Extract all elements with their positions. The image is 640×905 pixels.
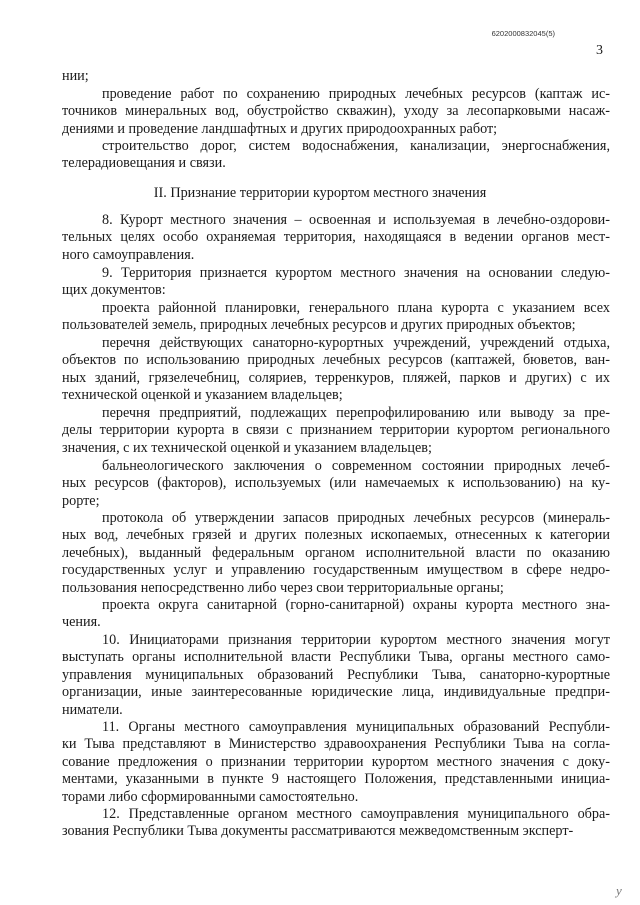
- paragraph: [62, 806, 610, 841]
- paragraph-line: тельных целях особо охраняемая территория, находящаяся в ведении органов мест-: [62, 229, 610, 246]
- paragraph-line: ниматели.: [62, 701, 123, 718]
- paragraph-line: перечня действующих санаторно-курортных учреждений, учреждений отдыха,: [102, 335, 610, 351]
- paragraph-line: проекта районной планировки, генерального плана курорта с указанием всех: [102, 300, 610, 316]
- paragraph-line: перечня предприятий, подлежащих перепрофилированию или выводу за пре-: [102, 405, 610, 421]
- paragraph-line: бальнеологического заключения о современном состоянии природных лечеб-: [102, 458, 610, 474]
- document-code: 6202000832045(5): [491, 29, 555, 38]
- paragraph: [62, 335, 610, 405]
- paragraph-line: щих документов:: [62, 282, 166, 299]
- paragraph-line: дениями и проведение ландшафтных и других природоохранных работ;: [62, 120, 498, 137]
- paragraph-line: ных зданий, грязелечебниц, соляриев, терренкуров, пляжей, парков и других) с их: [62, 369, 610, 386]
- paragraph: [62, 68, 610, 85]
- paragraph: [62, 510, 610, 597]
- paragraph-line: строительство дорог, систем водоснабжения, канализации, энергоснабжения,: [102, 138, 610, 154]
- paragraph: [62, 719, 610, 806]
- paragraph-line: ки Тыва представляют в Министерство здравоохранения Республики Тыва на согла-: [62, 736, 610, 753]
- paragraph-line: протокола об утверждении запасов природных лечебных ресурсов (минераль-: [102, 510, 610, 526]
- paragraph: [62, 632, 610, 719]
- paragraph-line: объектов по использованию природных лечебных ресурсов (каптажей, бюветов, ван-: [62, 352, 610, 369]
- paragraph-line: рорте;: [62, 492, 100, 509]
- paragraph-line: чения.: [62, 614, 101, 631]
- paragraph-line: выступать органы исполнительной власти Республики Тыва, органы местного само-: [62, 649, 610, 666]
- paragraph-line: делы территории курорта в связи с признанием территории курортом регионального: [62, 422, 610, 439]
- paragraph: [62, 597, 610, 632]
- page-number: 3: [596, 43, 603, 58]
- paragraph: [62, 265, 610, 300]
- paragraph-line: пользователей земель, природных лечебных ресурсов и других природных объектов;: [62, 317, 576, 334]
- paragraph-line: технической оценкой и указанием владельцев;: [62, 387, 343, 404]
- paragraph-line: управления муниципальных образований Республики Тыва, санаторно-курортные: [62, 666, 610, 683]
- paragraph: [62, 458, 610, 510]
- paragraph: [62, 405, 610, 457]
- paragraph-line: ных вод, лечебных грязей и других полезных ископаемых, отнесенных к категории: [62, 527, 610, 544]
- paragraph-line: организации, иные заинтересованные юридические лица, индивидуальные предпри-: [62, 684, 610, 701]
- paragraph-line: 12. Представленные органом местного самоуправления муниципального обра-: [102, 806, 610, 822]
- paragraph-line: зования Республики Тыва документы рассматриваются межведомственным эксперт-: [62, 823, 574, 840]
- paragraph-line: ментами, указанными в пункте 9 настоящего Положения, представленными инициа-: [62, 771, 610, 788]
- paragraph-line: пользования непосредственно либо через свои территориальные органы;: [62, 579, 504, 596]
- paragraph: [62, 212, 610, 264]
- paragraph-line: ных ресурсов (факторов), используемых (или намечаемых к использованию) на ку-: [62, 475, 610, 492]
- paragraph-line: сование предложения о признании территории курортом местного значения с доку-: [62, 753, 610, 770]
- paragraph-line: телерадиовещания и связи.: [62, 155, 226, 172]
- paragraph-line: 8. Курорт местного значения – освоенная и используемая в лечебно-оздорови-: [102, 212, 610, 228]
- paragraph-line: торами либо сформированными самостоятельно.: [62, 788, 359, 805]
- paragraph-line: 11. Органы местного самоуправления муниципальных образований Республи-: [102, 719, 610, 735]
- paragraph: [62, 138, 610, 173]
- paragraph-line: точников минеральных вод, обустройство скважин), уходу за лесопарковыми насаж-: [62, 103, 610, 120]
- paragraph-line: 10. Инициаторами признания территории курортом местного значения могут: [102, 632, 610, 648]
- paragraph-line: значения, с их технической оценкой и указанием владельцев;: [62, 439, 432, 456]
- paragraph-line: государственных услуг и управлению государственным имуществом в сфере недро-: [62, 562, 610, 579]
- paragraph-line: проведение работ по сохранению природных лечебных ресурсов (каптаж ис-: [102, 86, 610, 102]
- paragraph-line: ного самоуправления.: [62, 246, 195, 263]
- section-heading: II. Признание территории курортом местного значения: [153, 185, 487, 201]
- paragraph-line: 9. Территория признается курортом местного значения на основании следую-: [102, 265, 610, 281]
- paragraph-line: лечебных), выданный федеральным органом исполнительной власти по оказанию: [62, 544, 610, 561]
- paragraph: [62, 300, 610, 335]
- paragraph: [62, 86, 610, 138]
- paragraph-line: нии;: [62, 68, 89, 84]
- corner-handwritten-mark: у: [616, 883, 622, 898]
- paragraph-line: проекта округа санитарной (горно-санитарной) охраны курорта местного зна-: [102, 597, 610, 613]
